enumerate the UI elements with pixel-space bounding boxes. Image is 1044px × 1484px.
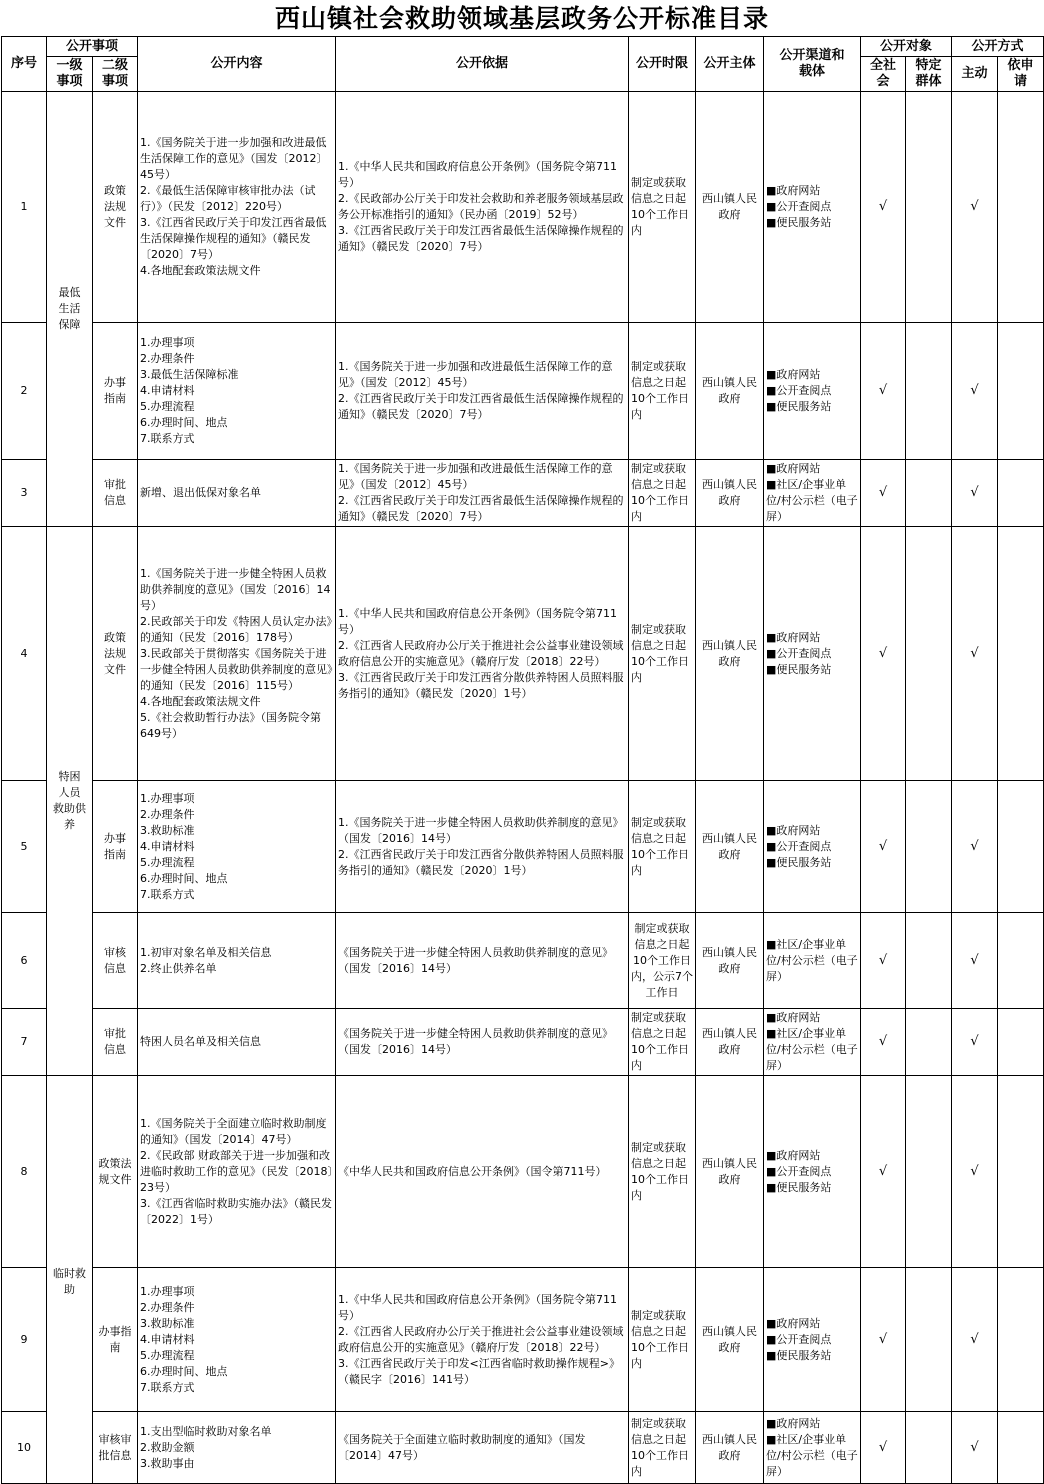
empty-cell [906, 1076, 952, 1268]
table-row [2, 781, 1044, 913]
row-level2: 审核 信息 [93, 913, 138, 1009]
row-time: 制定或获取信息之日起10个工作日内 [629, 781, 696, 913]
group-level1: 临时救 助 [47, 1076, 93, 1484]
check-mark: √ [861, 323, 906, 460]
check-mark: √ [861, 1268, 906, 1412]
row-level2: 政策法 规文件 [93, 1076, 138, 1268]
row-subject: 西山镇人民政府 [696, 92, 764, 323]
table-row [2, 92, 1044, 323]
table-row [2, 1076, 1044, 1268]
row-number: 7 [2, 1009, 47, 1076]
header-items: 公开事项 [47, 37, 138, 57]
row-content: 新增、退出低保对象名单 [138, 460, 336, 527]
row-number: 1 [2, 92, 47, 323]
check-mark: √ [861, 1076, 906, 1268]
row-level2: 政策 法规 文件 [93, 92, 138, 323]
row-time: 制定或获取信息之日起10个工作日内 [629, 1009, 696, 1076]
header-target-specific: 特定 群体 [906, 57, 952, 92]
row-basis: 《国务院关于进一步健全特困人员救助供养制度的意见》（国发〔2016〕14号） [336, 913, 629, 1009]
row-basis: 1.《国务院关于进一步加强和改进最低生活保障工作的意见》（国发〔2012〕45号） 2.《江西省民政厅关于印发江西省最低生活保障操作规程的通知》（赣民发〔2020〕7号） [336, 460, 629, 527]
row-content: 1.办理事项 2.办理条件 3.救助标准 4.申请材料 5.办理流程 6.办理时间、地点 7.联系方式 [138, 781, 336, 913]
group-level1: 特困 人员 救助供 养 [47, 527, 93, 1076]
row-channel: ■政府网站 ■社区/企事业单位/村公示栏（电子屏） [764, 1009, 861, 1076]
row-number: 2 [2, 323, 47, 460]
check-mark: √ [952, 1412, 998, 1484]
row-subject: 西山镇人民政府 [696, 913, 764, 1009]
empty-cell [998, 913, 1044, 1009]
row-channel: ■政府网站 ■公开查阅点 ■便民服务站 [764, 1076, 861, 1268]
row-time: 制定或获取信息之日起10个工作日内，公示7个工作日 [629, 913, 696, 1009]
empty-cell [906, 1268, 952, 1412]
page-title: 西山镇社会救助领域基层政务公开标准目录 [274, 4, 769, 33]
empty-cell [906, 1412, 952, 1484]
header-level2: 二级 事项 [93, 57, 138, 92]
header-time: 公开时限 [629, 37, 696, 92]
check-mark: √ [861, 781, 906, 913]
row-content: 1.办理事项 2.办理条件 3.最低生活保障标准 4.申请材料 5.办理流程 6.办理时间、地点 7.联系方式 [138, 323, 336, 460]
header-target: 公开对象 [861, 37, 952, 57]
row-subject: 西山镇人民政府 [696, 781, 764, 913]
row-level2: 办事 指南 [93, 323, 138, 460]
row-number: 6 [2, 913, 47, 1009]
row-time: 制定或获取信息之日起10个工作日内 [629, 92, 696, 323]
check-mark: √ [861, 913, 906, 1009]
empty-cell [906, 1009, 952, 1076]
row-basis: 1.《国务院关于进一步加强和改进最低生活保障工作的意见》（国发〔2012〕45号） 2.《江西省民政厅关于印发江西省最低生活保障操作规程的通知》（赣民发〔2020〕7号） [336, 323, 629, 460]
row-content: 1.支出型临时救助对象名单 2.救助金额 3.救助事由 [138, 1412, 336, 1484]
check-mark: √ [861, 527, 906, 781]
row-time: 制定或获取信息之日起10个工作日内 [629, 323, 696, 460]
row-content: 1.初审对象名单及相关信息 2.终止供养名单 [138, 913, 336, 1009]
row-basis: 《中华人民共和国政府信息公开条例》（国令第711号） [336, 1076, 629, 1268]
empty-cell [906, 781, 952, 913]
empty-cell [906, 323, 952, 460]
row-content: 1.《国务院关于进一步加强和改进最低生活保障工作的意见》（国发〔2012〕45号） 2.《最低生活保障审核审批办法（试行）》（民发〔2012〕220号） 3.《江西省民政厅关于印发江西省最低生活保障操作规程的通知》（赣民发〔2020〕7号） 4.各地配套政策法规文件 [138, 92, 336, 323]
row-channel: ■政府网站 ■公开查阅点 ■便民服务站 [764, 92, 861, 323]
header-method: 公开方式 [952, 37, 1044, 57]
row-subject: 西山镇人民政府 [696, 323, 764, 460]
check-mark: √ [952, 323, 998, 460]
group-level1: 最低 生活 保障 [47, 92, 93, 527]
row-time: 制定或获取信息之日起10个工作日内 [629, 1412, 696, 1484]
header-content: 公开内容 [138, 37, 336, 92]
header-target-all: 全社 会 [861, 57, 906, 92]
row-number: 4 [2, 527, 47, 781]
row-time: 制定或获取信息之日起10个工作日内 [629, 1268, 696, 1412]
header-level1: 一级 事项 [47, 57, 93, 92]
row-number: 8 [2, 1076, 47, 1268]
check-mark: √ [952, 460, 998, 527]
row-basis: 《国务院关于进一步健全特困人员救助供养制度的意见》（国发〔2016〕14号） [336, 1009, 629, 1076]
row-basis: 《国务院关于全面建立临时救助制度的通知》（国发〔2014〕47号） [336, 1412, 629, 1484]
row-number: 9 [2, 1268, 47, 1412]
check-mark: √ [952, 781, 998, 913]
empty-cell [998, 1009, 1044, 1076]
row-subject: 西山镇人民政府 [696, 1076, 764, 1268]
empty-cell [906, 527, 952, 781]
empty-cell [906, 913, 952, 1009]
row-level2: 审批 信息 [93, 460, 138, 527]
check-mark: √ [861, 460, 906, 527]
row-subject: 西山镇人民政府 [696, 527, 764, 781]
table-row [2, 460, 1044, 527]
row-time: 制定或获取信息之日起10个工作日内 [629, 527, 696, 781]
empty-cell [998, 460, 1044, 527]
row-time: 制定或获取信息之日起10个工作日内 [629, 1076, 696, 1268]
row-content: 特困人员名单及相关信息 [138, 1009, 336, 1076]
row-subject: 西山镇人民政府 [696, 1412, 764, 1484]
check-mark: √ [952, 1009, 998, 1076]
empty-cell [998, 527, 1044, 781]
row-subject: 西山镇人民政府 [696, 1268, 764, 1412]
check-mark: √ [861, 1412, 906, 1484]
row-channel: ■社区/企事业单位/村公示栏（电子屏） [764, 913, 861, 1009]
row-time: 制定或获取信息之日起10个工作日内 [629, 460, 696, 527]
empty-cell [906, 92, 952, 323]
disclosure-table [1, 36, 1044, 1484]
table-row [2, 1268, 1044, 1412]
table-row [2, 527, 1044, 781]
row-level2: 办事指 南 [93, 1268, 138, 1412]
empty-cell [998, 1076, 1044, 1268]
row-subject: 西山镇人民政府 [696, 1009, 764, 1076]
table-row [2, 1412, 1044, 1484]
empty-cell [906, 460, 952, 527]
row-level2: 办事 指南 [93, 781, 138, 913]
header-seq: 序号 [2, 37, 47, 92]
row-content: 1.《国务院关于全面建立临时救助制度的通知》（国发〔2014〕47号） 2.《民政部 财政部关于进一步加强和改进临时救助工作的意见》（民发〔2018〕23号） 3.《江西省临时救助实施办法》（赣民发〔2022〕1号） [138, 1076, 336, 1268]
header-method-active: 主动 [952, 57, 998, 92]
header-method-apply: 依申 请 [998, 57, 1044, 92]
check-mark: √ [861, 1009, 906, 1076]
header-basis: 公开依据 [336, 37, 629, 92]
empty-cell [998, 323, 1044, 460]
row-level2: 审核审 批信息 [93, 1412, 138, 1484]
table-row [2, 323, 1044, 460]
row-content: 1.《国务院关于进一步健全特困人员救助供养制度的意见》（国发〔2016〕14号） 2.民政部关于印发《特困人员认定办法》的通知（民发〔2016〕178号） 3.民政部关于贯彻落实《国务院关于进一步健全特困人员救助供养制度的意见》的通知（民发〔2016〕115号） 4.各地配套政策法规文件 5.《社会救助暂行办法》（国务院令第649号） [138, 527, 336, 781]
empty-cell [998, 1412, 1044, 1484]
empty-cell [998, 1268, 1044, 1412]
row-subject: 西山镇人民政府 [696, 460, 764, 527]
row-number: 3 [2, 460, 47, 527]
header-subject: 公开主体 [696, 37, 764, 92]
row-channel: ■政府网站 ■公开查阅点 ■便民服务站 [764, 323, 861, 460]
check-mark: √ [952, 913, 998, 1009]
empty-cell [998, 781, 1044, 913]
row-basis: 1.《国务院关于进一步健全特困人员救助供养制度的意见》（国发〔2016〕14号） 2.《江西省民政厅关于印发江西省分散供养特困人员照料服务指引的通知》（赣民发〔2020〕1号） [336, 781, 629, 913]
check-mark: √ [952, 527, 998, 781]
table-row [2, 913, 1044, 1009]
row-channel: ■政府网站 ■社区/企事业单位/村公示栏（电子屏） [764, 1412, 861, 1484]
row-level2: 审批 信息 [93, 1009, 138, 1076]
row-channel: ■政府网站 ■公开查阅点 ■便民服务站 [764, 781, 861, 913]
row-content: 1.办理事项 2.办理条件 3.救助标准 4.申请材料 5.办理流程 6.办理时间、地点 7.联系方式 [138, 1268, 336, 1412]
row-channel: ■政府网站 ■公开查阅点 ■便民服务站 [764, 527, 861, 781]
row-number: 10 [2, 1412, 47, 1484]
row-channel: ■政府网站 ■公开查阅点 ■便民服务站 [764, 1268, 861, 1412]
check-mark: √ [952, 1076, 998, 1268]
check-mark: √ [952, 92, 998, 323]
row-basis: 1.《中华人民共和国政府信息公开条例》（国务院令第711号） 2.《江西省人民政府办公厅关于推进社会公益事业建设领域政府信息公开的实施意见》（赣府厅发〔2018〕22号） 3.《江西省民政厅关于印发<江西省临时救助操作规程>》（赣民字〔2016〕141号） [336, 1268, 629, 1412]
row-basis: 1.《中华人民共和国政府信息公开条例》（国务院令第711号） 2.《江西省人民政府办公厅关于推进社会公益事业建设领域政府信息公开的实施意见》（赣府厅发〔2018〕22号） 3.《江西省民政厅关于印发江西省分散供养特困人员照料服务指引的通知》（赣民发〔2020〕1号） [336, 527, 629, 781]
table-row [2, 1009, 1044, 1076]
check-mark: √ [952, 1268, 998, 1412]
row-level2: 政策 法规 文件 [93, 527, 138, 781]
check-mark: √ [861, 92, 906, 323]
row-channel: ■政府网站 ■社区/企事业单位/村公示栏（电子屏） [764, 460, 861, 527]
header-channel: 公开渠道和 载体 [764, 37, 861, 92]
empty-cell [998, 92, 1044, 323]
row-number: 5 [2, 781, 47, 913]
row-basis: 1.《中华人民共和国政府信息公开条例》（国务院令第711号） 2.《民政部办公厅关于印发社会救助和养老服务领域基层政务公开标准指引的通知》（民办函〔2019〕52号） 3.《江西省民政厅关于印发江西省最低生活保障操作规程的通知》（赣民发〔2020〕7号） [336, 92, 629, 323]
